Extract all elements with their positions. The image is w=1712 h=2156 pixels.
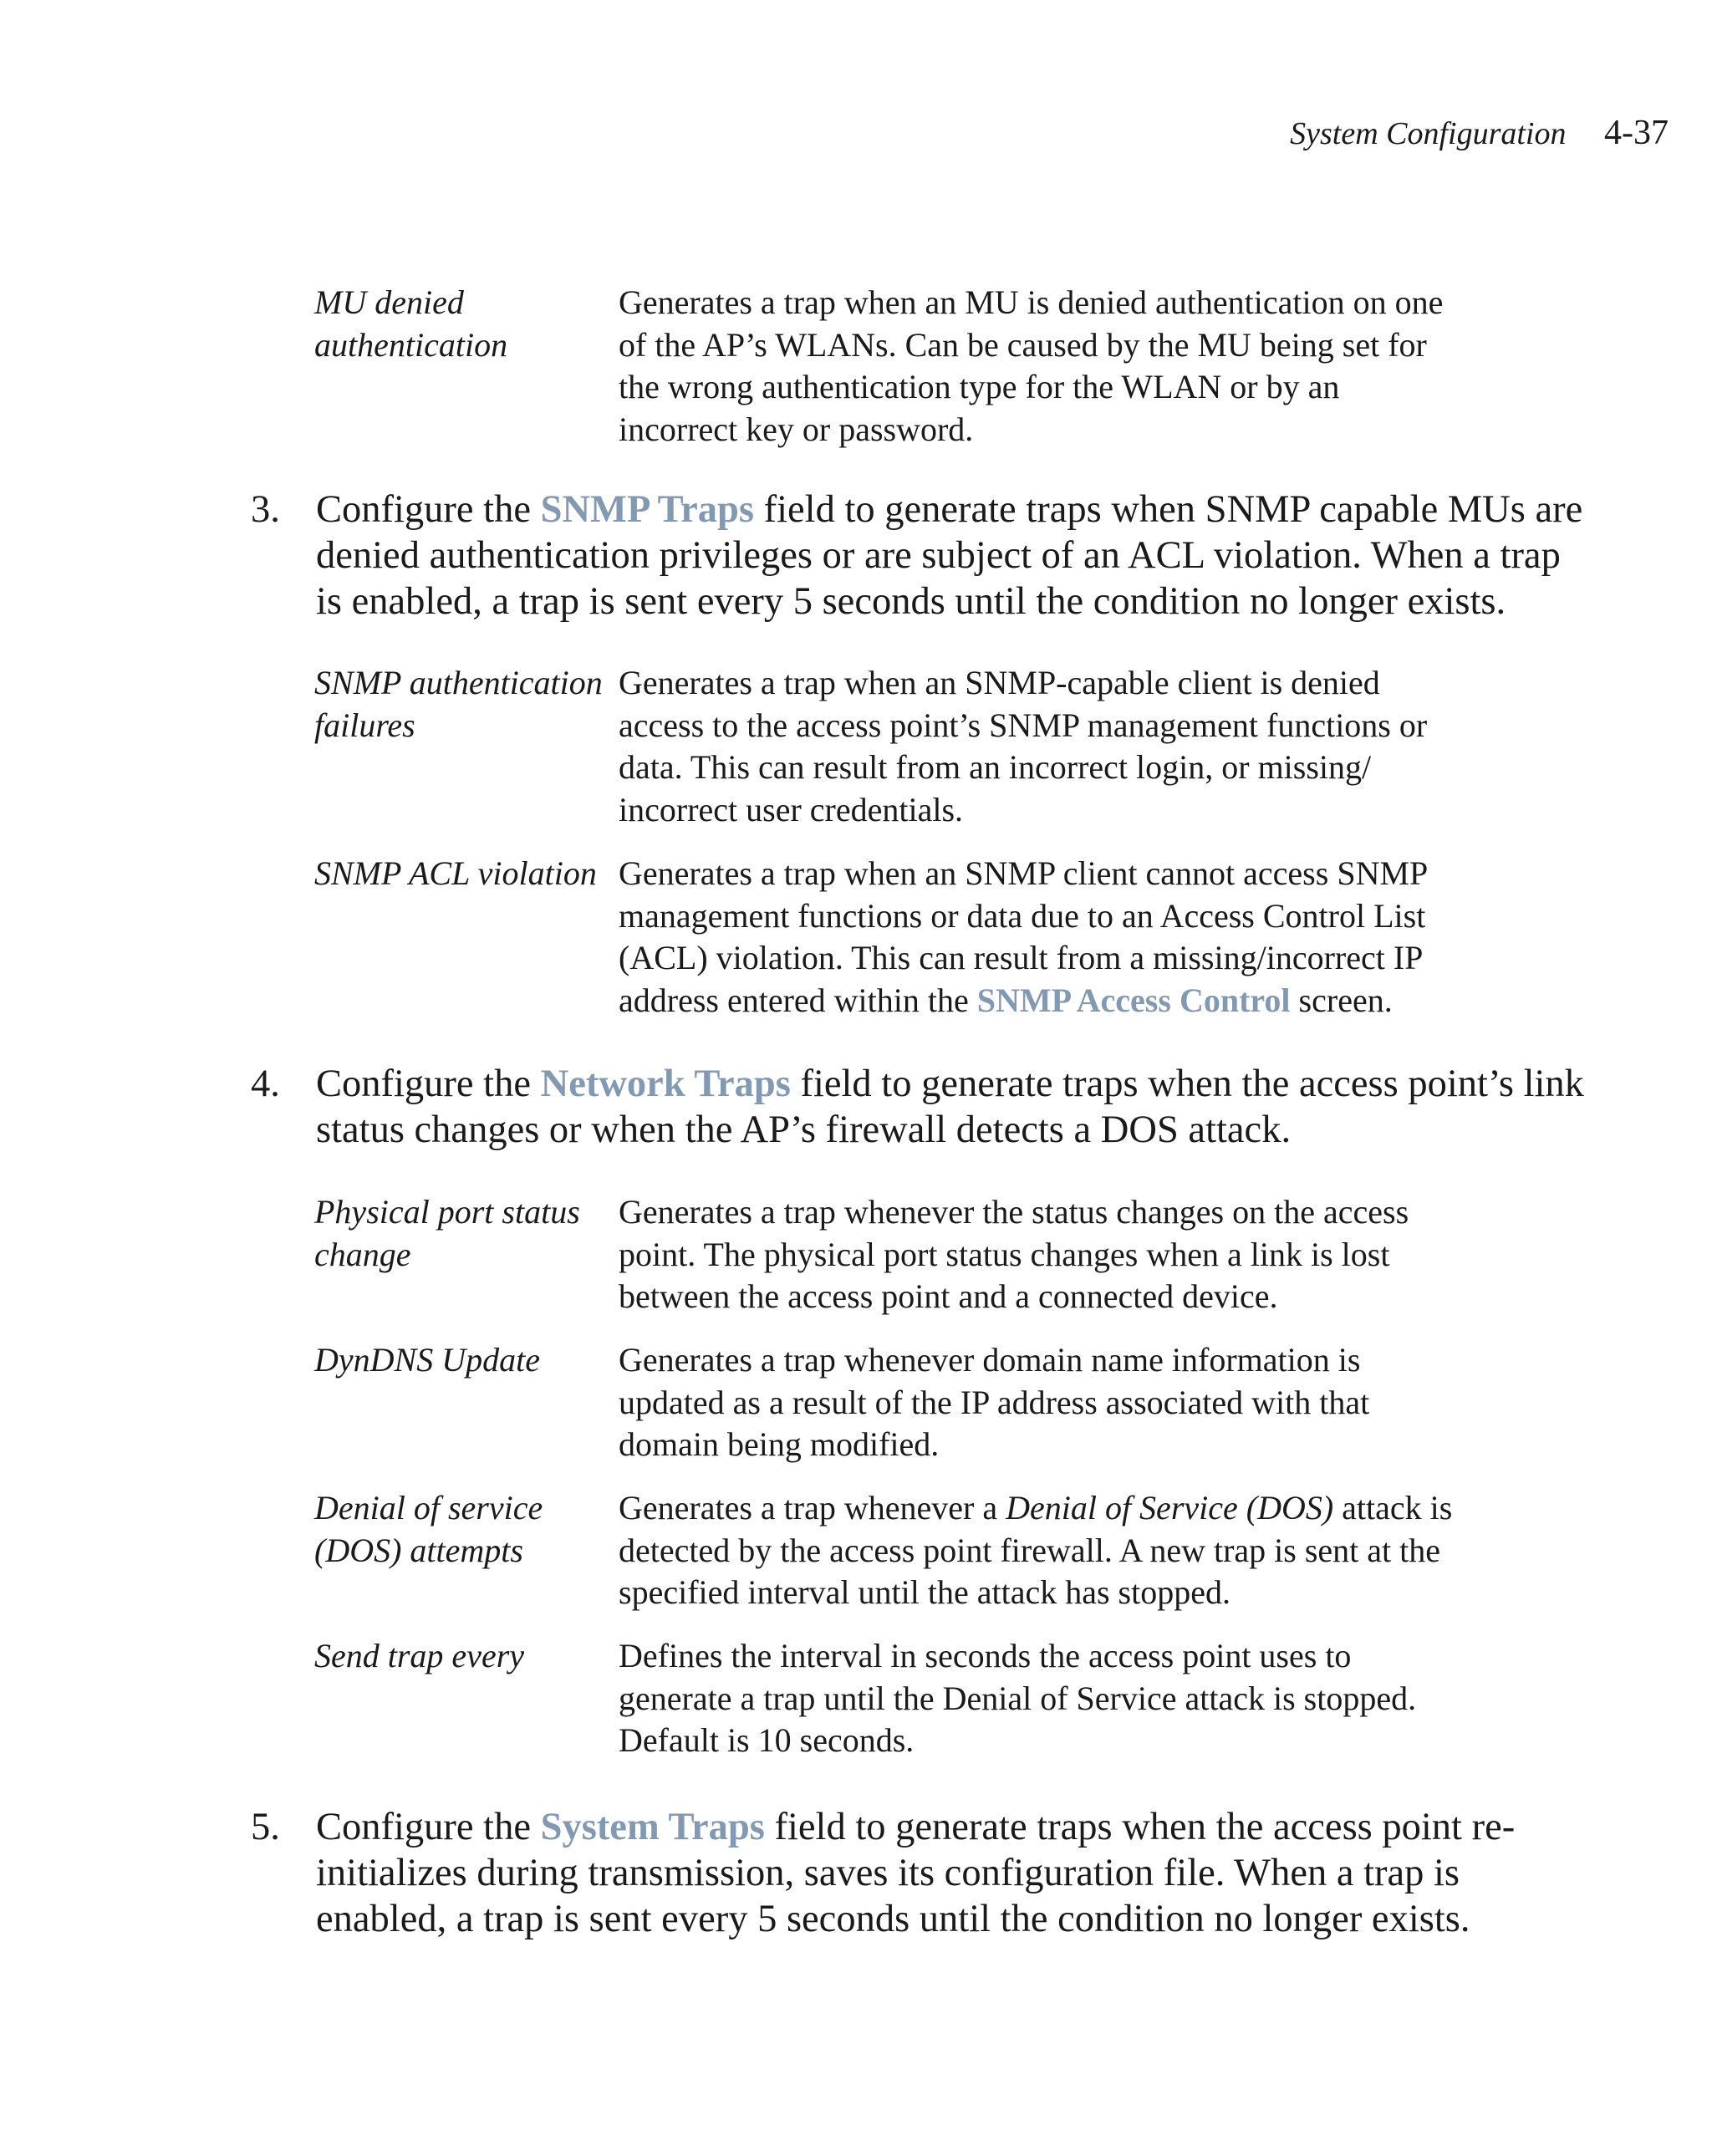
snmp-acl-desc-before: Generates a trap when an SNMP client cannot access SNMP management functions or data due to an Access Control List (ACL) violation. This can result from a missing/incorrect IP address entered within the xyxy=(619,854,1427,1019)
desc-mu-denied-authentication: Generates a trap when an MU is denied authentication on one of the AP’s WLANs. Can be caused by the MU being set for the wrong authentication type for the WLAN or by an incorrect key or password. xyxy=(619,283,1444,448)
term-physical-port-status-change: Physical port status change xyxy=(314,1193,580,1273)
step-4-text-before: Configure the xyxy=(316,1063,541,1105)
term-dyndns-update: DynDNS Update xyxy=(314,1341,540,1379)
section-title: System Configuration xyxy=(1290,116,1567,151)
desc-snmp-authentication-failures: Generates a trap when an SNMP-capable client is denied access to the access point’s SNMP management functions or data. This can result from an incorrect login, or missing/ incorrect user credentials. xyxy=(619,664,1428,828)
step-3-text xyxy=(316,487,1588,624)
snmp-access-control-link[interactable]: SNMP Access Control xyxy=(976,981,1291,1019)
desc-send-trap-every: Defines the interval in seconds the access point uses to generate a trap until the Denial of Service attack is stopped. Default is 10 seconds. xyxy=(619,1637,1417,1760)
dos-desc-italic: Denial of Service (DOS) xyxy=(1006,1489,1334,1527)
step-5-text-before: Configure the xyxy=(316,1806,541,1848)
step-4 xyxy=(251,1062,1588,1154)
step-5 xyxy=(251,1805,1588,1942)
step-5-number: 5. xyxy=(251,1806,280,1848)
step-5-text-after: field to generate traps when the access point re-initializes during transmission, saves its configuration file. When a trap is enabled, a trap is sent every 5 seconds until the condition no longer exists. xyxy=(316,1806,1516,1940)
step-4-number: 4. xyxy=(251,1063,280,1105)
snmp-acl-desc-after: screen. xyxy=(1290,981,1393,1019)
page-number: 4-37 xyxy=(1604,114,1669,152)
step-4-text-after: field to generate traps when the access point’s link status changes or when the AP’s firewall detects a DOS attack. xyxy=(316,1063,1584,1151)
step-5-text xyxy=(316,1805,1588,1942)
step-3-text-after: field to generate traps when SNMP capable MUs are denied authentication privileges or are subject of an ACL violation. When a trap is enabled, a trap is sent every 5 seconds until the condition no longer exists. xyxy=(316,488,1583,623)
term-snmp-acl-violation: SNMP ACL violation xyxy=(314,854,597,892)
step-3-number: 3. xyxy=(251,488,280,531)
running-header xyxy=(1290,113,1669,153)
term-mu-denied-authentication: MU denied authentication xyxy=(314,283,508,364)
step-4-text xyxy=(316,1062,1588,1154)
system-traps-link[interactable]: System Traps xyxy=(540,1806,765,1848)
dos-desc-after: attack is detected by the access point firewall. A new trap is sent at the specified interval until the attack has stopped. xyxy=(619,1489,1453,1612)
dos-desc-before: Generates a trap whenever a xyxy=(619,1489,1006,1527)
term-send-trap-every: Send trap every xyxy=(314,1637,525,1674)
term-snmp-authentication-failures: SNMP authentication failures xyxy=(314,664,603,744)
desc-denial-of-service-attempts xyxy=(619,1487,1455,1614)
network-traps-link[interactable]: Network Traps xyxy=(540,1063,791,1105)
desc-snmp-acl-violation xyxy=(619,853,1455,1022)
desc-dyndns-update: Generates a trap whenever domain name information is updated as a result of the IP address associated with that domain being modified. xyxy=(619,1341,1370,1464)
term-denial-of-service-attempts: Denial of service (DOS) attempts xyxy=(314,1489,543,1569)
desc-physical-port-status-change: Generates a trap whenever the status changes on the access point. The physical port status changes when a link is lost between the access point and a connected device. xyxy=(619,1193,1409,1316)
snmp-traps-link[interactable]: SNMP Traps xyxy=(540,488,754,531)
step-3 xyxy=(251,487,1588,624)
step-3-text-before: Configure the xyxy=(316,488,541,531)
